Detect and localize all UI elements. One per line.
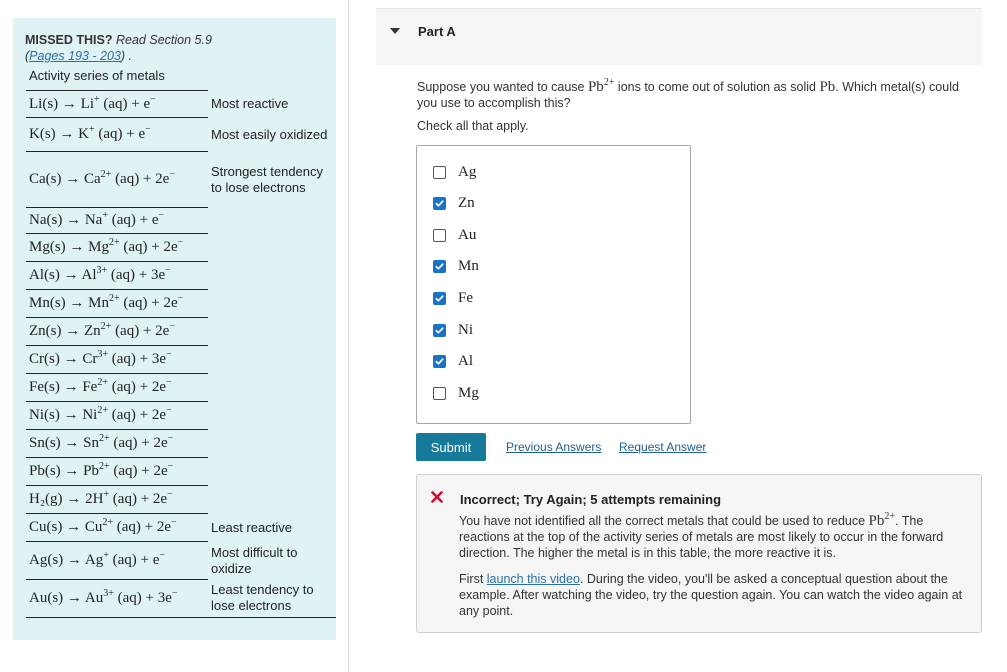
reactant: Au(s)	[29, 590, 64, 606]
reactant: Mg(s)	[29, 239, 66, 255]
product-ion: Ca	[84, 171, 101, 187]
series-reaction	[26, 514, 208, 542]
series-reaction	[26, 402, 208, 430]
product-ion: Ag	[84, 552, 104, 568]
product-rest: (aq) + 2e	[109, 435, 168, 451]
pages-link[interactable]: Pages 193 - 203	[29, 49, 121, 63]
question-mid: ions to come out of solution as solid	[614, 80, 820, 94]
checkbox-al[interactable]	[433, 355, 446, 368]
option-ag[interactable]	[433, 162, 476, 182]
series-reaction	[26, 118, 208, 152]
checkbox-mg[interactable]	[433, 387, 446, 400]
ion-charge: +	[89, 124, 95, 135]
checkbox-mn[interactable]	[433, 260, 446, 273]
series-row	[26, 580, 336, 618]
activity-series-table	[26, 90, 336, 618]
option-zn[interactable]	[433, 194, 475, 214]
product-ion: Fe	[82, 379, 98, 395]
ion-charge: 2+	[109, 293, 120, 304]
feedback-video-note	[459, 571, 971, 619]
checkbox-ni[interactable]	[433, 324, 446, 337]
electron-charge: −	[177, 237, 184, 248]
ion-charge: 2+	[97, 405, 108, 416]
option-label: Mg	[458, 384, 479, 401]
product-rest: (aq) + 2e	[107, 379, 166, 395]
ion-charge: +	[103, 550, 109, 561]
electron-charge: −	[167, 433, 174, 444]
option-label: Au	[458, 226, 477, 243]
series-reaction	[26, 91, 208, 118]
submit-button[interactable]: Submit	[416, 433, 486, 461]
product-rest: (aq) + 2e	[113, 519, 172, 535]
reactant: Zn(s)	[29, 323, 62, 339]
reactant: Cr(s)	[29, 351, 60, 367]
option-label: Mn	[458, 258, 479, 275]
product-ion: Mg	[88, 239, 110, 255]
checkbox-ag[interactable]	[433, 166, 446, 179]
product-rest: (aq) + 3e	[113, 590, 172, 606]
product-rest: (aq) + 2e	[109, 463, 168, 479]
series-description: Most easily oxidized	[211, 126, 328, 142]
option-label: Ag	[458, 163, 477, 180]
series-reaction	[26, 234, 208, 262]
video-note-pre: First	[459, 572, 487, 586]
product-ion: Na	[84, 212, 103, 228]
arrow-icon: →	[59, 379, 83, 395]
electron-charge: −	[177, 293, 184, 304]
product-rest: (aq) + e	[108, 552, 160, 568]
reactant: Ag(s)	[29, 552, 64, 568]
series-reaction	[26, 346, 208, 374]
ion-charge: +	[103, 489, 110, 500]
series-reaction	[26, 486, 208, 514]
series-description: Least reactive	[211, 519, 292, 535]
reactant: Sn(s)	[29, 435, 61, 451]
series-description: Most reactive	[211, 96, 289, 111]
series-title: Activity series of metals	[29, 68, 165, 83]
electron-charge: −	[145, 124, 151, 135]
checkbox-zn[interactable]	[433, 197, 446, 210]
option-mg[interactable]	[433, 383, 479, 403]
series-description: Most difficult to oxidize	[211, 544, 298, 576]
ion-charge: 2+	[100, 169, 112, 180]
reactant: Fe(s)	[29, 379, 60, 395]
series-description: Least tendency to lose electrons	[208, 580, 336, 618]
series-row	[26, 542, 336, 580]
feedback-body	[459, 509, 971, 561]
activity-series-panel	[13, 18, 336, 640]
product-rest: (aq) + 2e	[119, 295, 178, 311]
product-ion: Mn	[88, 295, 110, 311]
product-rest: (aq) + 2e	[111, 323, 170, 339]
feedback-body-post: . The reactions at the top of the activity series of metals are most likely to occur in the forward direction. The higher the metal is in this table, the more reactive it is.	[459, 514, 944, 560]
reactant: Na(s)	[29, 212, 63, 228]
series-description	[208, 208, 336, 514]
option-label: Zn	[458, 195, 475, 212]
series-reaction	[26, 152, 208, 208]
arrow-icon: →	[55, 126, 79, 142]
missed-prefix: MISSED THIS?	[25, 33, 113, 47]
product-ion: Li	[80, 95, 95, 112]
request-answer-link[interactable]: Request Answer	[619, 440, 707, 454]
series-row	[26, 514, 336, 542]
arrow-icon: →	[60, 435, 84, 451]
series-reaction	[26, 580, 208, 618]
option-fe[interactable]	[433, 288, 473, 308]
part-title: Part A	[418, 24, 456, 39]
product-rest: (aq) + e	[94, 126, 146, 142]
electron-charge: −	[169, 169, 175, 180]
series-description: Strongest tendency to lose electrons	[211, 163, 324, 195]
product-rest: (aq) + 2e	[119, 239, 178, 255]
reactant: Al(s)	[29, 267, 60, 283]
ion-charge: +	[94, 93, 100, 105]
product-ion: Sn	[83, 435, 100, 451]
series-row	[26, 152, 336, 208]
electron-charge: −	[165, 265, 171, 276]
checkbox-au[interactable]	[433, 229, 446, 242]
missed-text: Read Section 5.9	[116, 33, 212, 47]
check-all-instruction: Check all that apply.	[417, 119, 529, 133]
ion-charge: 3+	[97, 349, 108, 360]
product-ion: Ni	[82, 407, 98, 423]
arrow-icon: →	[62, 212, 85, 228]
series-row	[26, 208, 336, 234]
ion-charge: +	[102, 210, 108, 221]
part-header[interactable]	[376, 8, 982, 65]
arrow-icon: →	[65, 295, 89, 311]
question-ion-symbol: Pb	[587, 79, 604, 95]
electron-charge: −	[158, 210, 165, 221]
electron-charge: −	[159, 550, 165, 561]
feedback-ion	[869, 513, 895, 529]
ion-charge: 3+	[96, 265, 108, 276]
option-label: Al	[458, 353, 473, 370]
product-rest: (aq) + 3e	[107, 267, 166, 283]
reactant: Cu(s)	[29, 519, 63, 535]
series-reaction	[26, 430, 208, 458]
question-ion-charge: 2+	[603, 77, 615, 88]
product-ion: Al	[81, 267, 97, 283]
series-reaction	[26, 318, 208, 346]
feedback-title: Incorrect; Try Again; 5 attempts remaining	[460, 492, 722, 507]
series-reaction	[26, 262, 208, 290]
checkmark-icon	[435, 262, 444, 271]
ion-charge: 2+	[97, 377, 108, 388]
product-rest: (aq) + 2e	[111, 171, 170, 187]
answer-options	[416, 145, 691, 424]
question-text	[417, 75, 972, 111]
ion-charge: 2+	[102, 517, 113, 528]
option-al[interactable]	[433, 352, 473, 372]
feedback-box	[416, 474, 982, 633]
option-au[interactable]	[433, 225, 476, 245]
feedback-ion-symbol: Pb	[868, 513, 885, 529]
option-label: Ni	[458, 321, 473, 338]
checkbox-fe[interactable]	[433, 292, 446, 305]
reactant: Pb(s)	[29, 463, 61, 479]
feedback-body-pre: You have not identified all the correct metals that could be used to reduce	[459, 514, 869, 528]
series-row	[26, 118, 336, 152]
arrow-icon: →	[59, 351, 83, 367]
product-ion: K	[78, 126, 90, 142]
series-reaction	[26, 290, 208, 318]
reactant: Mn(s)	[29, 295, 66, 311]
arrow-icon: →	[61, 323, 84, 339]
arrow-icon: →	[58, 95, 81, 112]
product-rest: (aq) + e	[99, 95, 151, 112]
checkmark-icon	[435, 326, 444, 335]
product-rest: (aq) + 2e	[107, 407, 166, 423]
electron-charge: −	[167, 489, 173, 500]
reactant: H₂(g)	[29, 491, 63, 507]
series-reaction	[26, 374, 208, 402]
arrow-icon: →	[59, 267, 82, 283]
arrow-icon: →	[59, 407, 83, 423]
launch-video-link[interactable]: launch this video	[486, 572, 580, 586]
electron-charge: −	[171, 588, 178, 599]
arrow-icon: →	[62, 519, 85, 535]
checkmark-icon	[435, 294, 444, 303]
question-post: . Which metal(s) could you use to accomplish this?	[417, 80, 959, 110]
question-solid: Pb	[819, 79, 836, 95]
arrow-icon: →	[63, 552, 85, 568]
reactant: Ca(s)	[29, 171, 62, 187]
arrow-icon: →	[65, 239, 89, 255]
series-reaction	[26, 542, 208, 580]
question-pre: Suppose you wanted to cause	[417, 80, 588, 94]
previous-answers-link[interactable]: Previous Answers	[506, 440, 602, 454]
arrow-icon: →	[63, 590, 85, 606]
checkmark-icon	[435, 199, 444, 208]
electron-charge: −	[150, 93, 156, 105]
option-label: Fe	[458, 289, 473, 306]
arrow-icon: →	[62, 491, 86, 507]
missed-this-note	[25, 33, 212, 47]
option-ni[interactable]	[433, 320, 473, 340]
series-reaction	[26, 208, 208, 234]
ion-charge: 2+	[100, 321, 112, 332]
electron-charge: −	[167, 461, 174, 472]
reactant: K(s)	[29, 126, 56, 142]
checkmark-icon	[435, 357, 444, 366]
question-ion	[588, 79, 614, 95]
pages-open-paren: (	[25, 49, 30, 63]
product-rest: (aq) + e	[107, 212, 159, 228]
pages-close-paren: ) .	[120, 49, 133, 63]
product-rest: (aq) + 2e	[109, 491, 168, 507]
product-ion: Cr	[82, 351, 98, 367]
product-ion: Pb	[83, 463, 100, 479]
panel-divider	[348, 0, 349, 672]
series-reaction	[26, 458, 208, 486]
electron-charge: −	[165, 405, 172, 416]
arrow-icon: →	[60, 463, 84, 479]
ion-charge: 2+	[109, 237, 120, 248]
electron-charge: −	[171, 517, 177, 528]
arrow-icon: →	[61, 171, 84, 187]
electron-charge: −	[165, 377, 172, 388]
product-ion: Zn	[84, 323, 101, 339]
reactant: Ni(s)	[29, 407, 60, 423]
electron-charge: −	[165, 349, 172, 360]
product-ion: Au	[84, 590, 104, 606]
product-ion: Cu	[84, 519, 103, 535]
x-mark-icon	[431, 491, 443, 503]
feedback-ion-charge: 2+	[884, 511, 896, 522]
option-mn[interactable]	[433, 257, 479, 277]
video-note-post: . During the video, you'll be asked a conceptual question about the example. After watching the video, try the question again. You can watch the video again at any point.	[459, 572, 963, 618]
series-row	[26, 91, 336, 118]
electron-charge: −	[169, 321, 175, 332]
ion-charge: 2+	[99, 461, 110, 472]
reactant: Li(s)	[29, 95, 59, 112]
ion-charge: 2+	[99, 433, 110, 444]
ion-charge: 3+	[103, 588, 114, 599]
caret-down-icon[interactable]	[390, 28, 400, 34]
product-ion: 2H	[85, 491, 104, 507]
product-rest: (aq) + 3e	[107, 351, 166, 367]
pages-reference	[25, 49, 132, 63]
